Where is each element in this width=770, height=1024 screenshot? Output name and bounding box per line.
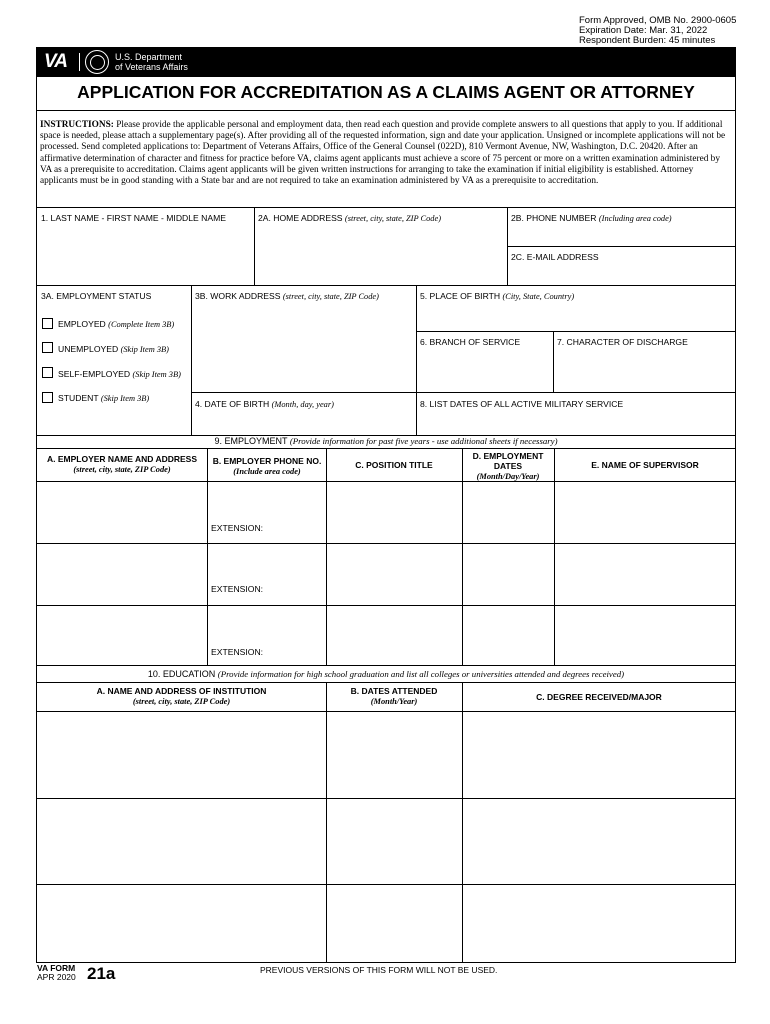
instructions-text: Please provide the applicable personal and employment data, then read each question and provide complete answers to all questions that apply to you. If additional space is needed, please attach a supplementary page(s). After providing all of the requested information, sign and date your application. Unsigned or incomplete applications will not be processed. Send completed applications to: Department of Veterans Affairs, Office of the General Counsel (022D), 810 Vermont Avenue, NW, Washington, D.C. 20420. After an affirmative determination of character and fitness for practice before VA, claims agent applicants must achieve a score of 75 percent or more on a written examination administered by VA as a prerequisite to accreditation. Claims agent applicants will be given written instructions for arranging to take the examination if initial eligibility is established. Attorney applicants must be in good standing with a State bar and are not required to take an examination administered by VA as a prerequisite to accreditation. [40, 120, 726, 187]
unemployed-label: UNEMPLOYED (Skip Item 3B) [58, 344, 169, 354]
form-frame [36, 77, 736, 963]
employer-name-header: A. EMPLOYER NAME AND ADDRESS (street, city, state, ZIP Code) [46, 454, 198, 474]
extension-field-3[interactable]: EXTENSION: [211, 647, 264, 657]
divider [36, 798, 736, 799]
divider [207, 448, 208, 665]
education-section-title: 10. EDUCATION (Provide information for high school graduation and list all colleges or universities attended and degrees received) [147, 669, 625, 679]
instructions [40, 120, 730, 187]
va-logo: VA [44, 51, 67, 72]
divider [36, 884, 736, 885]
divider [36, 448, 736, 449]
extension-field-2[interactable]: EXTENSION: [211, 584, 264, 594]
employer-phone-header: B. EMPLOYER PHONE NO. (Include area code) [212, 456, 322, 476]
position-title-header: C. POSITION TITLE [355, 460, 433, 470]
divider [36, 543, 736, 544]
employed-label: EMPLOYED (Complete Item 3B) [58, 319, 175, 329]
employment-section-title: 9. EMPLOYMENT (Provide information for past five years - use additional sheets if necessary) [214, 436, 558, 446]
form-number: 21a [87, 964, 116, 983]
last-name-field[interactable]: 1. LAST NAME - FIRST NAME - MIDDLE NAME [41, 213, 226, 223]
divider [191, 392, 736, 393]
character-of-discharge-field[interactable]: 7. CHARACTER OF DISCHARGE [557, 337, 688, 347]
email-field[interactable]: 2C. E-MAIL ADDRESS [511, 252, 599, 262]
divider [36, 665, 736, 666]
omb-approved: Form Approved, OMB No. 2900-0605 [579, 15, 737, 26]
supervisor-name-header: E. NAME OF SUPERVISOR [591, 460, 699, 470]
department-name: U.S. Department of Veterans Affairs [115, 52, 188, 72]
divider [36, 207, 736, 208]
omb-info [579, 16, 736, 46]
previous-versions-note: PREVIOUS VERSIONS OF THIS FORM WILL NOT BE USED. [260, 965, 498, 975]
dates-attended-header: B. DATES ATTENDED (Month/Year) [350, 686, 438, 706]
degree-header: C. DEGREE RECEIVED/MAJOR [536, 692, 662, 702]
employment-status-label: 3A. EMPLOYMENT STATUS [41, 291, 152, 301]
institution-header: A. NAME AND ADDRESS OF INSTITUTION (street, city, state, ZIP Code) [96, 686, 267, 706]
divider [36, 605, 736, 606]
divider [507, 246, 736, 247]
divider [416, 331, 736, 332]
instructions-label: INSTRUCTIONS: [40, 120, 114, 130]
work-address-field[interactable]: 3B. WORK ADDRESS (street, city, state, ZIP Code) [195, 291, 379, 301]
form-id: VA FORM APR 2020 [37, 963, 76, 982]
unemployed-checkbox[interactable] [42, 342, 53, 353]
divider [36, 682, 736, 683]
divider [326, 682, 327, 963]
divider [36, 285, 736, 286]
military-service-dates-field[interactable]: 8. LIST DATES OF ALL ACTIVE MILITARY SERVICE [420, 399, 624, 409]
divider [462, 682, 463, 963]
student-label: STUDENT (Skip Item 3B) [58, 393, 150, 403]
divider [416, 285, 417, 435]
form-title: APPLICATION FOR ACCREDITATION AS A CLAIMS AGENT OR ATTORNEY [77, 82, 695, 102]
extension-field-1[interactable]: EXTENSION: [211, 523, 264, 533]
divider [462, 448, 463, 665]
student-checkbox[interactable] [42, 392, 53, 403]
agency-banner [36, 47, 736, 77]
respondent-burden: Respondent Burden: 45 minutes [579, 35, 716, 46]
divider [554, 448, 555, 665]
divider [254, 207, 255, 285]
branch-of-service-field[interactable]: 6. BRANCH OF SERVICE [420, 337, 521, 347]
expiration-date: Expiration Date: Mar. 31, 2022 [579, 25, 708, 36]
self-employed-label: SELF-EMPLOYED (Skip Item 3B) [58, 369, 181, 379]
divider [191, 285, 192, 435]
divider [36, 481, 736, 482]
home-address-field[interactable]: 2A. HOME ADDRESS (street, city, state, ZIP Code) [258, 213, 441, 223]
self-employed-checkbox[interactable] [42, 367, 53, 378]
employment-dates-header: D. EMPLOYMENT DATES (Month/Day/Year) [472, 451, 544, 481]
place-of-birth-field[interactable]: 5. PLACE OF BIRTH (City, State, Country) [420, 291, 575, 301]
date-of-birth-field[interactable]: 4. DATE OF BIRTH (Month, day, year) [195, 399, 334, 409]
va-seal-icon [85, 50, 109, 74]
divider [553, 331, 554, 392]
divider [36, 110, 736, 111]
employed-checkbox[interactable] [42, 318, 53, 329]
divider [326, 448, 327, 665]
phone-number-field[interactable]: 2B. PHONE NUMBER (Including area code) [511, 213, 672, 223]
logo-divider [79, 53, 80, 71]
divider [36, 711, 736, 712]
